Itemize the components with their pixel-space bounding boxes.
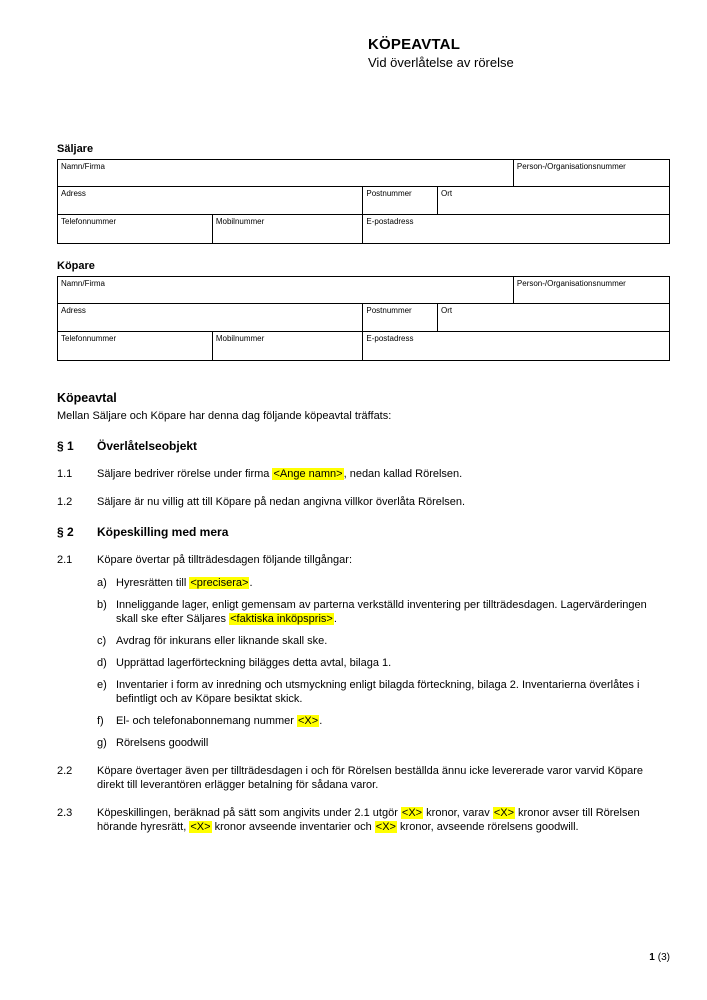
section-2-number: § 2 [57, 525, 74, 539]
clause-2-3-seg: kronor, varav [423, 807, 493, 819]
clause-2-1-text: Köpare övertar på tillträdesdagen följande tillgångar: [97, 554, 352, 566]
clause-2-3 [57, 806, 670, 834]
agreement-body [57, 391, 670, 834]
seller-city-field: Ort [438, 187, 670, 215]
section-1-number: § 1 [57, 439, 74, 453]
placeholder-precisera: <precisera> [190, 577, 249, 589]
seller-section [57, 143, 670, 244]
clause-2-3-seg: kronor avseende inventarier och [211, 821, 375, 833]
agreement-heading: Köpeavtal [57, 391, 117, 405]
clause-1-2 [57, 495, 670, 509]
subitem-b-seg: Inneliggande lager, enligt gemensam av parterna verkställd inventering per tillträdesdagen. Lagervärderingen skall ske efter Säljares [116, 599, 647, 625]
clause-2-2 [57, 764, 670, 792]
buyer-section [57, 260, 670, 361]
seller-section-label: Säljare [57, 143, 94, 155]
subitem-a-seg: . [249, 577, 253, 589]
placeholder-abonnemang-nummer: <X> [298, 715, 319, 727]
title-block [368, 36, 670, 71]
clause-1-1-number: 1.1 [57, 468, 73, 480]
clause-2-2-text: Köpare övertager även per tillträdesdagen i och för Rörelsen beställda ännu icke levererade varor varvid Köpare direkt till leverantören erlägger betalning för sådana varor. [97, 765, 644, 791]
clause-2-3-text [97, 806, 670, 834]
buyer-city-field: Ort [438, 304, 670, 332]
subitem-e [97, 678, 670, 706]
clause-1-2-number: 1.2 [57, 496, 73, 508]
clause-2-2-number: 2.2 [57, 765, 73, 777]
subitem-a [97, 576, 670, 590]
page-number-current: 1 [649, 952, 655, 963]
clause-1-2-text: Säljare är nu villig att till Köpare på nedan angivna villkor överlåta Rörelsen. [97, 496, 466, 508]
subitem-f-seg: El- och telefonabonnemang nummer [116, 715, 297, 727]
buyer-mobile-field: Mobilnummer [212, 332, 363, 361]
clause-1-1-text [97, 467, 670, 481]
buyer-orgnr-field: Person-/Organisationsnummer [513, 277, 669, 304]
subitem-b-text [116, 598, 670, 626]
page-number-total: (3) [657, 952, 670, 963]
placeholder-total-kronor: <X> [401, 807, 423, 819]
clause-2-3-seg: kronor, avseende rörelsens goodwill. [396, 821, 579, 833]
subitem-g-text: Rörelsens goodwill [116, 737, 209, 749]
clause-1-1-seg: , nedan kallad Rörelsen. [343, 468, 463, 480]
subitem-d-letter: d) [97, 657, 107, 669]
buyer-form-table [57, 276, 670, 361]
buyer-phone-field: Telefonnummer [58, 332, 213, 361]
clause-2-1-subitems [97, 576, 670, 750]
subitem-c-text: Avdrag för inkurans eller liknande skall ske. [116, 635, 328, 647]
subitem-a-seg: Hyresrätten till [116, 577, 190, 589]
subitem-c-letter: c) [97, 635, 107, 647]
seller-postcode-field: Postnummer [363, 187, 438, 215]
placeholder-ange-namn: <Ange namn> [273, 468, 343, 480]
buyer-address-field: Adress [58, 304, 363, 332]
document-subtitle: Vid överlåtelse av rörelse [368, 55, 514, 70]
placeholder-hyresratt-kronor: <X> [493, 807, 514, 819]
seller-phone-field: Telefonnummer [58, 215, 213, 244]
section-1-title: Överlåtelseobjekt [97, 439, 198, 453]
subitem-e-text: Inventarier i form av inredning och utsmyckning enligt bilagda förteckning, bilaga 2. Inventarierna överlåtes i befintligt och av Köpare besiktat skick. [116, 679, 640, 705]
subitem-f-text [116, 714, 670, 728]
subitem-b-letter: b) [97, 599, 107, 611]
seller-mobile-field: Mobilnummer [212, 215, 363, 244]
clause-2-1 [57, 553, 670, 750]
placeholder-faktiska-inkopspris: <faktiska inköpspris> [230, 613, 333, 625]
document-title: KÖPEAVTAL [368, 36, 461, 53]
subitem-g-letter: g) [97, 737, 107, 749]
subitem-d [97, 656, 670, 670]
subitem-a-letter: a) [97, 577, 107, 589]
buyer-section-label: Köpare [57, 260, 95, 272]
subitem-a-text [116, 576, 670, 590]
seller-email-field: E-postadress [363, 215, 670, 244]
subitem-b [97, 598, 670, 626]
section-1-heading [57, 439, 670, 453]
buyer-postcode-field: Postnummer [363, 304, 438, 332]
subitem-f [97, 714, 670, 728]
subitem-d-text: Upprättad lagerförteckning bilägges detta avtal, bilaga 1. [116, 657, 392, 669]
agreement-intro: Mellan Säljare och Köpare har denna dag följande köpeavtal träffats: [57, 410, 392, 422]
section-2-title: Köpeskilling med mera [97, 525, 229, 539]
placeholder-inventarier-kronor: <X> [190, 821, 211, 833]
clause-1-1-seg: Säljare bedriver rörelse under firma [97, 468, 273, 480]
seller-address-field: Adress [58, 187, 363, 215]
clause-1-1 [57, 467, 670, 481]
section-2-heading [57, 525, 670, 539]
subitem-b-seg: . [333, 613, 337, 625]
subitem-c [97, 634, 670, 648]
subitem-f-seg: . [319, 715, 323, 727]
page-number [649, 952, 670, 964]
seller-name-field: Namn/Firma [58, 160, 514, 187]
placeholder-goodwill-kronor: <X> [375, 821, 396, 833]
buyer-email-field: E-postadress [363, 332, 670, 361]
seller-orgnr-field: Person-/Organisationsnummer [513, 160, 669, 187]
clause-2-3-number: 2.3 [57, 807, 73, 819]
subitem-g [97, 736, 670, 750]
buyer-name-field: Namn/Firma [58, 277, 514, 304]
clause-2-3-seg: Köpeskillingen, beräknad på sätt som angivits under 2.1 utgör [97, 807, 401, 819]
subitem-f-letter: f) [97, 715, 104, 727]
clause-2-3-seg: kronor avser till Rörelsen hörande hyresrätt, [97, 807, 640, 833]
clause-2-1-number: 2.1 [57, 554, 73, 566]
seller-form-table [57, 159, 670, 244]
subitem-e-letter: e) [97, 679, 107, 691]
